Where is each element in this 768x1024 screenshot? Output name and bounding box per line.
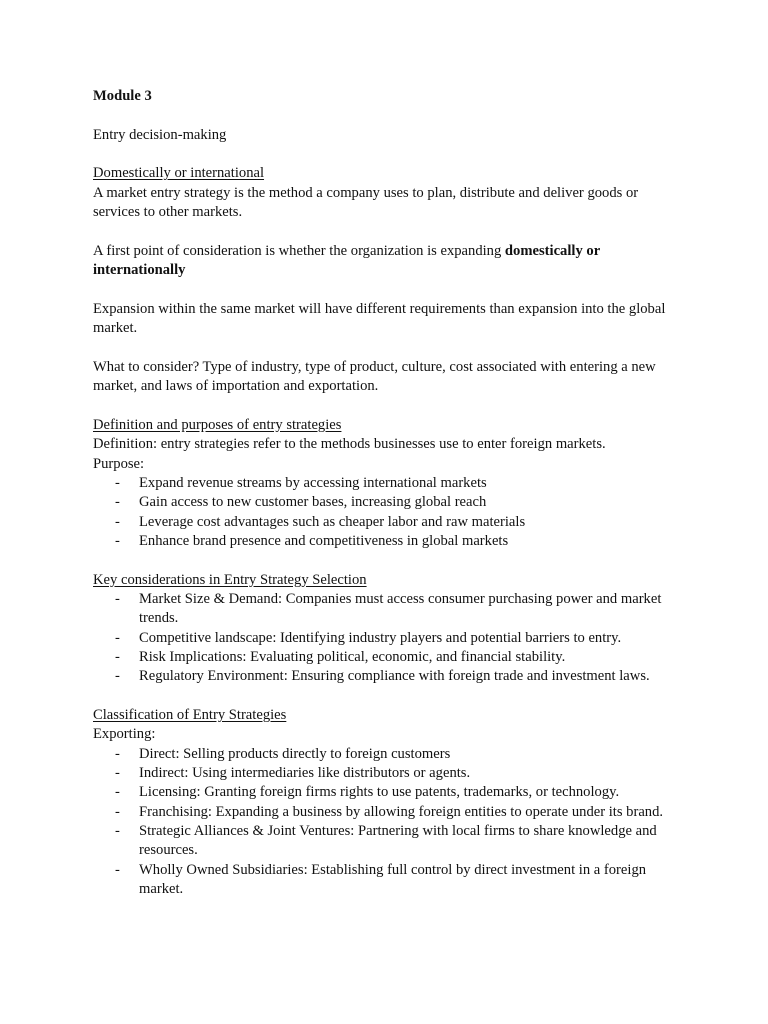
list-item-text: Risk Implications: Evaluating political, economic, and financial stability. [139,648,566,665]
paragraph-first-consideration [93,242,683,281]
classification-list [93,745,683,900]
dash-bullet: - [115,803,120,820]
list-item [93,590,683,629]
dash-bullet: - [115,590,120,607]
dash-bullet: - [115,474,120,491]
paragraph-first-consideration-bold: domestically or internationally [93,242,600,279]
document-subtitle: Entry decision-making [93,126,227,143]
list-item-text: Direct: Selling products directly to foreign customers [139,745,451,762]
dash-bullet: - [115,648,120,665]
list-item [93,474,683,493]
paragraph-entry-strategy: A market entry strategy is the method a company uses to plan, distribute and deliver goods or services to other markets. [93,184,639,221]
paragraph-what-to-consider: What to consider? Type of industry, type of product, culture, cost associated with entering a new market, and laws of importation and exportation. [93,358,656,395]
key-considerations-list [93,590,683,687]
dash-bullet: - [115,861,120,878]
list-item-text: Regulatory Environment: Ensuring compliance with foreign trade and investment laws. [139,668,650,685]
dash-bullet: - [115,629,120,646]
section-heading-classification: Classification of Entry Strategies [93,707,287,723]
list-item-text: Indirect: Using intermediaries like distributors or agents. [139,765,471,782]
list-item [93,764,683,783]
paragraph-expansion: Expansion within the same market will have different requirements than expansion into the global market. [93,300,666,337]
dash-bullet: - [115,668,120,685]
list-item [93,783,683,802]
exporting-label: Exporting: [93,726,156,743]
list-item-text: Leverage cost advantages such as cheaper labor and raw materials [139,513,526,530]
dash-bullet: - [115,745,120,762]
list-item-text: Enhance brand presence and competitiveness in global markets [139,532,509,549]
dash-bullet: - [115,784,120,801]
list-item [93,822,683,861]
list-item-text: Licensing: Granting foreign firms rights to use patents, trademarks, or technology. [139,784,620,801]
list-item-text: Expand revenue streams by accessing international markets [139,474,487,491]
section-heading-key-considerations: Key considerations in Entry Strategy Selection [93,571,367,588]
section-heading-definition: Definition and purposes of entry strategies [93,416,342,433]
list-item-text: Strategic Alliances & Joint Ventures: Partnering with local firms to share knowledge and resources. [139,823,657,859]
dash-bullet: - [115,765,120,782]
dash-bullet: - [115,513,120,530]
list-item-text: Wholly Owned Subsidiaries: Establishing full control by direct investment in a foreign market. [139,861,647,898]
list-item [93,532,683,551]
list-item [93,513,683,532]
definition-text: Definition: entry strategies refer to the methods businesses use to enter foreign markets. [93,436,606,453]
module-title: Module 3 [93,88,152,104]
dash-bullet: - [115,532,120,549]
list-item [93,745,683,764]
document-page [93,87,683,899]
list-item-text: Market Size & Demand: Companies must access consumer purchasing power and market trends. [139,590,662,627]
list-item-text: Competitive landscape: Identifying industry players and potential barriers to entry. [139,629,622,646]
dash-bullet: - [115,823,120,840]
list-item [93,648,683,667]
list-item-text: Franchising: Expanding a business by allowing foreign entities to operate under its brand. [139,803,664,820]
list-item [93,629,683,648]
list-item [93,667,683,686]
purpose-list [93,474,683,551]
paragraph-first-consideration-text: A first point of consideration is whether the organization is expanding [93,242,505,259]
dash-bullet: - [115,494,120,511]
list-item [93,493,683,512]
list-item-text: Gain access to new customer bases, increasing global reach [139,494,487,511]
section-heading-domestic: Domestically or international [93,165,265,182]
list-item [93,861,683,900]
list-item [93,803,683,822]
purpose-label: Purpose: [93,455,145,472]
